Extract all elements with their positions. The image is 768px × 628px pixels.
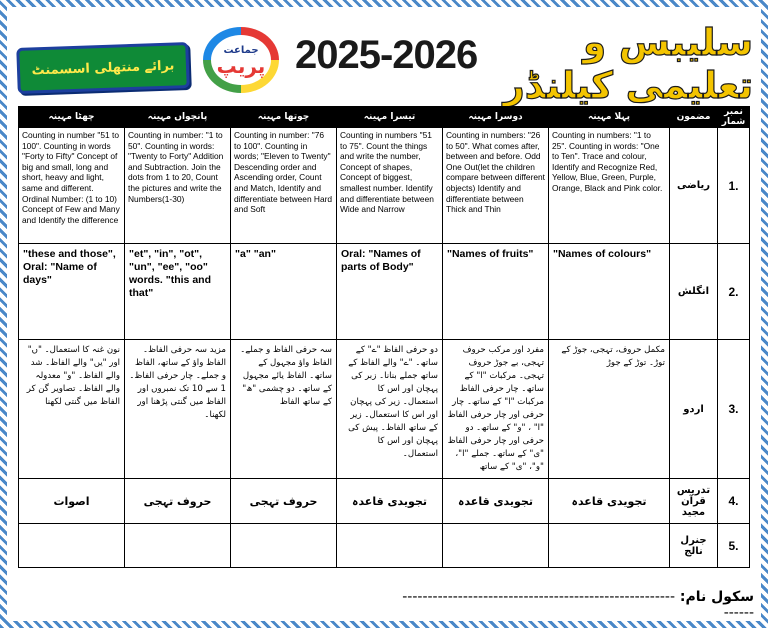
quran-month-3: تجویدی قاعدہ bbox=[337, 479, 443, 524]
serial-2: 2. bbox=[718, 244, 750, 340]
quran-month-6: اصوات bbox=[19, 479, 125, 524]
gk-month-3 bbox=[337, 524, 443, 568]
serial-5: 5. bbox=[718, 524, 750, 568]
col-header-month-3: تیسرا مہینہ bbox=[337, 107, 443, 128]
table-row bbox=[19, 524, 750, 568]
col-header-month-6: چھٹا مہینہ bbox=[19, 107, 125, 128]
math-month-6: Counting in number "51 to 100". Counting in words "Forty to Fifty" Concept of big and small, long and short, heavy and light, same and different. Ordinal Number: (1 to 10) Concept of Few and Many and Identify the difference bbox=[19, 128, 125, 244]
col-header-month-1: پہلا مہینہ bbox=[549, 107, 670, 128]
gk-month-6 bbox=[19, 524, 125, 568]
serial-3: 3. bbox=[718, 340, 750, 479]
gk-month-2 bbox=[443, 524, 549, 568]
gk-month-4 bbox=[231, 524, 337, 568]
gk-month-5 bbox=[125, 524, 231, 568]
urdu-month-1: مکمل حروف، تہجی، جوڑ کے توڑ۔ توڑ کے جوڑ bbox=[549, 340, 670, 479]
school-name-field[interactable] bbox=[402, 589, 754, 621]
subject-urdu: اردو bbox=[670, 340, 718, 479]
subject-english: انگلش bbox=[670, 244, 718, 340]
page-title: سلیبس و تعلیمی کیلنڈر bbox=[503, 21, 753, 107]
english-month-4: "a" "an" bbox=[231, 244, 337, 340]
table-row bbox=[19, 479, 750, 524]
english-month-3: Oral: "Names of parts of Body" bbox=[337, 244, 443, 340]
session-year: 2025-2026 bbox=[295, 33, 478, 77]
col-header-month-4: چوتھا مہینہ bbox=[231, 107, 337, 128]
quran-month-5: حروف تہجی bbox=[125, 479, 231, 524]
english-month-1: "Names of colours" bbox=[549, 244, 670, 340]
logo-core bbox=[211, 35, 271, 85]
quran-month-2: تجویدی قاعدہ bbox=[443, 479, 549, 524]
table-header-row bbox=[19, 107, 750, 128]
gk-month-1 bbox=[549, 524, 670, 568]
english-month-2: "Names of fruits" bbox=[443, 244, 549, 340]
syllabus-table bbox=[18, 106, 750, 568]
col-header-subject: مضمون bbox=[670, 107, 718, 128]
serial-4: 4. bbox=[718, 479, 750, 524]
urdu-month-3: دو حرفی الفاظ "ے" کے ساتھ۔ "ے" والے الفاظ کے ساتھ جملے بنانا۔ زبر کی پہچان اور اس کا استعمال۔ زیر کی پہچان اور اس کا استعمال۔ زیر کے ساتھ الفاظ۔ پیش کی پہچان اور اس کا استعمال۔ bbox=[337, 340, 443, 479]
table-row bbox=[19, 340, 750, 479]
serial-1: 1. bbox=[718, 128, 750, 244]
quran-month-1: تجویدی قاعدہ bbox=[549, 479, 670, 524]
table-row bbox=[19, 244, 750, 340]
page-content bbox=[7, 7, 761, 621]
school-name-line: ------------------------------------------------------------ bbox=[402, 589, 754, 621]
col-header-month-5: پانچواں مہینہ bbox=[125, 107, 231, 128]
prep-logo bbox=[203, 27, 283, 97]
col-header-month-2: دوسرا مہینہ bbox=[443, 107, 549, 128]
urdu-month-4: سہ حرفی الفاظ و جملے۔ الفاظ واؤ مجہول کے ساتھ۔ الفاظ یائے مجہول کے ساتھ۔ دو چشمی "ھ" کے ساتھ الفاظ bbox=[231, 340, 337, 479]
english-month-6: "these and those", Oral: "Name of days" bbox=[19, 244, 125, 340]
header bbox=[7, 7, 761, 107]
badge-text: برائے منتھلی اسسمنٹ bbox=[31, 58, 175, 78]
english-month-5: "et", "in", "ot", "un", "ee", "oo" words. "this and that" bbox=[125, 244, 231, 340]
urdu-month-5: مزید سہ حرفی الفاظ۔ الفاظ واؤ کے ساتھ، الفاظ و جملے۔ چار حرفی الفاظ۔ 1 سے 10 تک نمبروں اور الفاظ میں گنتی پڑھنا اور لکھنا۔ bbox=[125, 340, 231, 479]
math-month-4: Counting in number: "76 to 100". Counting in words; "Eleven to Twenty" Descending order and Ascending order, Count and Match, Identify and differentiate between Hard and Soft bbox=[231, 128, 337, 244]
table-row bbox=[19, 128, 750, 244]
subject-general-knowledge: جنرل نالج bbox=[670, 524, 718, 568]
math-month-5: Counting in number: "1 to 50". Counting in words: "Twenty to Forty" Addition and Subtraction. Join the dots from 1 to 20, Count the pictures and write the Numbers(1-30) bbox=[125, 128, 231, 244]
subject-quran: تدریس قرآن مجید bbox=[670, 479, 718, 524]
math-month-1: Counting in numbers: "1 to 25". Counting in words: "One to Ten". Trace and colour, Identify and Recognize Red, Yellow, Blue, Green, Purple, Orange, Black and Pink color. bbox=[549, 128, 670, 244]
urdu-month-2: مفرد اور مرکب حروف تہجی، بے جوڑ حروف تہجی۔ مرکبات "ا" کے ساتھ۔ چار حرفی الفاظ مرکبات "ا" کے ساتھ۔ چار حرفی اور چار حرفی الفاظ "ا" ، "و" کے ساتھ۔ دو حرفی اور چار حرفی الفاظ "ی" کے ساتھ۔ جملے "ا"، "و"، "ی" کے ساتھ bbox=[443, 340, 549, 479]
math-month-3: Counting in numbers "51 to 75". Count the things and write the number, Concept of shapes, Concept of biggest, smallest number. Identify and differentiate between Wide and Narrow bbox=[337, 128, 443, 244]
logo-class-label: جماعت bbox=[223, 44, 259, 56]
col-header-serial: نمبر شمار bbox=[718, 107, 750, 128]
quran-month-4: حروف تہجی bbox=[231, 479, 337, 524]
urdu-month-6: نون غنہ کا استعمال۔ "ں" اور "یں" والے الفاظ۔ شد والے الفاظ۔ "و" معدولہ والے الفاظ۔ تصاویر گن کر الفاظ میں گنتی لکھنا bbox=[19, 340, 125, 479]
math-month-2: Counting in numbers: "26 to 50". What comes after, between and before. Odd One Out(let the children compare between different objects) Identify and differentiate between Thick and Thin bbox=[443, 128, 549, 244]
school-name-label: سکول نام: bbox=[679, 589, 754, 605]
logo-class-name: پریپ bbox=[216, 53, 266, 78]
assessment-badge bbox=[16, 42, 190, 94]
subject-math: ریاضی bbox=[670, 128, 718, 244]
